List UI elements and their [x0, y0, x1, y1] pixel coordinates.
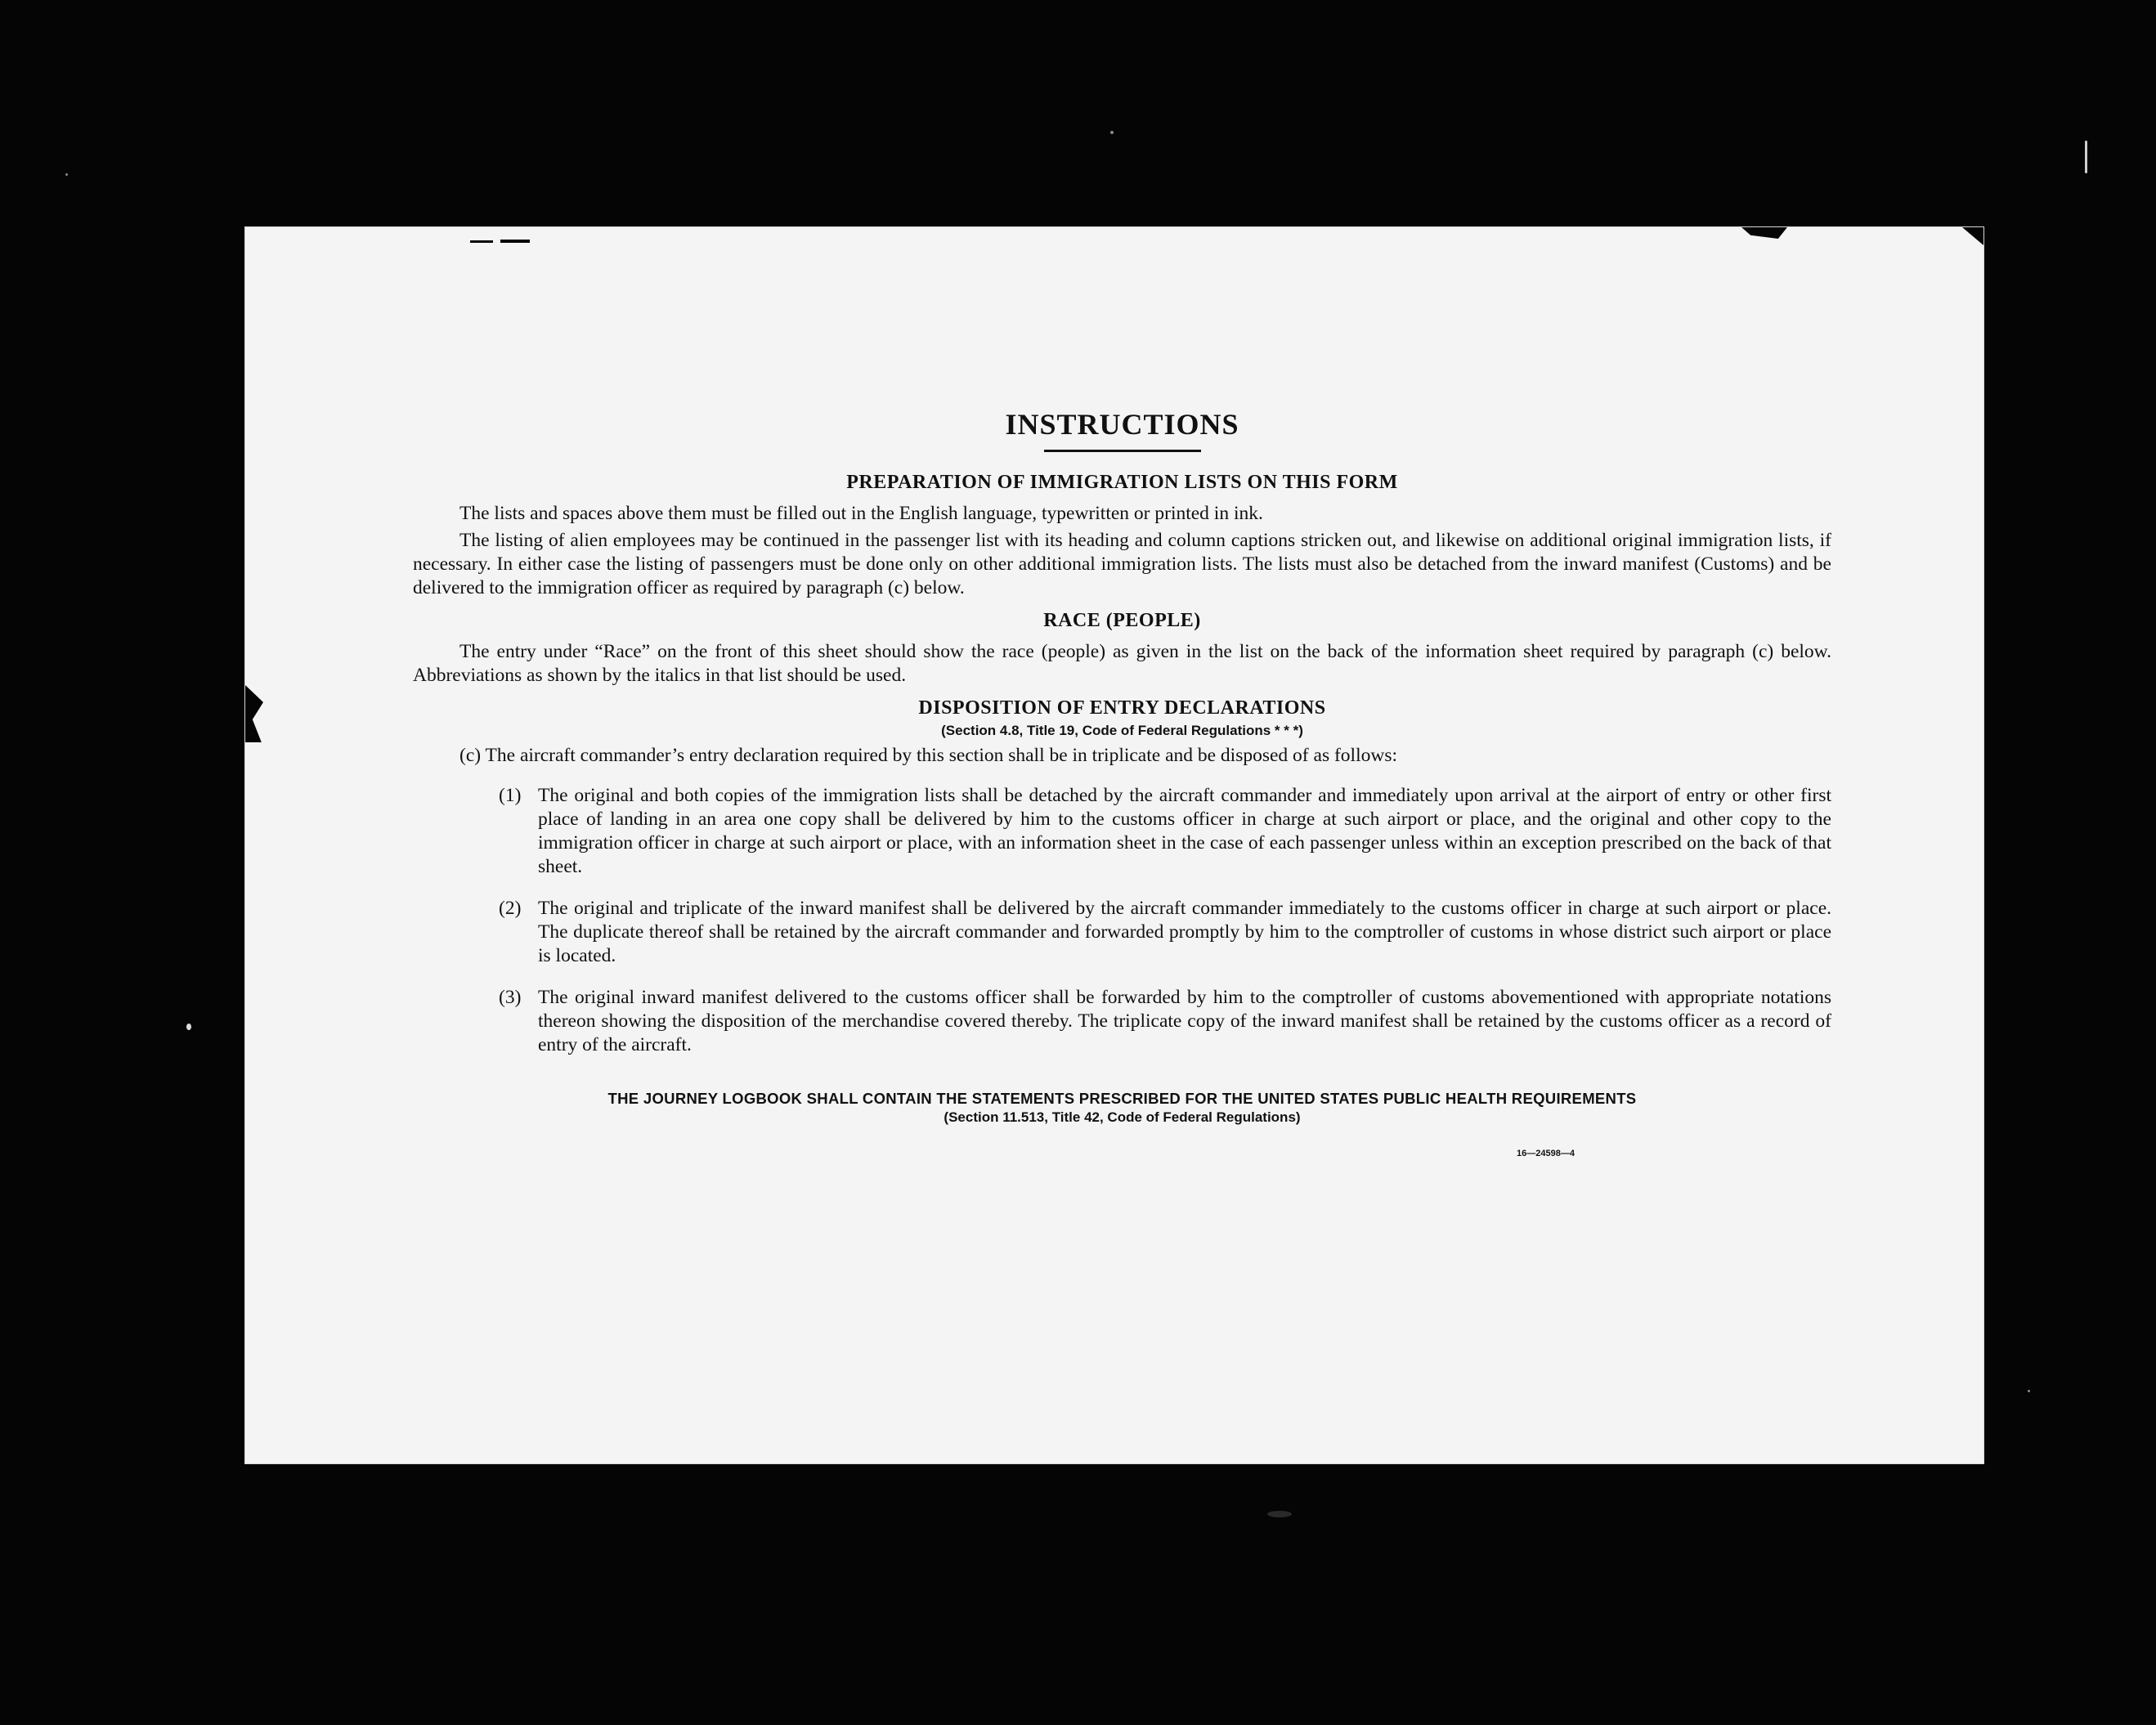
paragraph: The listing of alien employees may be continued in the passenger list with its heading and column captions stricken out, and likewise on additional original immigration lists, if necessary. In either case the listing of passengers must be done only on other additional immigration lists. The lists must also be detached from the inward manifest (Customs) and be delivered to the immigration officer as required by paragraph (c) below.	[413, 530, 1831, 598]
section-heading-disposition: DISPOSITION OF ENTRY DECLARATIONS	[918, 697, 1326, 719]
list-item	[413, 986, 1831, 1057]
dust-speck	[186, 1024, 191, 1030]
list-item-text: The original and triplicate of the inward manifest shall be delivered by the aircraft commander immediately to the customs officer in charge at such airport or place. The duplicate thereof shall be retained by the aircraft commander and forwarded promptly by him to the comptroller of customs in whose district such airport or place is located.	[538, 898, 1831, 966]
dust-speck	[1110, 131, 1114, 134]
document-page	[245, 227, 1983, 1463]
list-item-text: The original and both copies of the immigration lists shall be detached by the aircraft commander and immediately upon arrival at the airport of entry or other first place of landing in an area one copy shall be delivered by him to the customs officer in charge at such airport or place, and the original and other copy to the immigration officer in charge at such airport or place, with an information sheet in the case of each passenger unless within an exception prescribed on the back of that sheet.	[538, 785, 1831, 877]
footer-citation: (Section 11.513, Title 42, Code of Federal Regulations)	[944, 1109, 1301, 1125]
title-underline	[1044, 450, 1201, 452]
paragraph-lead: (c) The aircraft commander’s entry declaration required by this section shall be in triplicate and be disposed of as follows:	[459, 745, 1397, 766]
list-item-number: (2)	[499, 898, 522, 919]
page-tear	[245, 685, 263, 742]
list-item-text: The original inward manifest delivered to the customs officer shall be forwarded by him to the comptroller of customs abovementioned with appropriate notations thereon showing the disposition of the merchandise covered thereby. The triplicate copy of the inward manifest shall be retained by the customs officer as a record of entry of the aircraft.	[538, 987, 1831, 1055]
page-tear	[1741, 227, 1787, 239]
section-heading-preparation: PREPARATION OF IMMIGRATION LISTS ON THIS FORM	[846, 472, 1398, 493]
footer-statement: THE JOURNEY LOGBOOK SHALL CONTAIN THE STATEMENTS PRESCRIBED FOR THE UNITED STATES PUBLIC HEALTH REQUIREMENTS	[607, 1090, 1637, 1107]
dust-speck	[2085, 141, 2087, 173]
form-number: 16—24598—4	[1517, 1149, 1575, 1158]
dust-speck	[2028, 1390, 2030, 1392]
paragraph: The lists and spaces above them must be filled out in the English language, typewritten or printed in ink.	[459, 503, 1263, 524]
page-tear	[1962, 227, 1983, 245]
dust-speck	[1267, 1511, 1292, 1517]
list-item-number: (1)	[499, 785, 522, 806]
section-citation: (Section 4.8, Title 19, Code of Federal Regulations * * *)	[941, 723, 1303, 738]
list-item-number: (3)	[499, 987, 522, 1008]
list-item	[413, 784, 1831, 879]
list-item	[413, 897, 1831, 968]
paragraph: The entry under “Race” on the front of this sheet should show the race (people) as given in the list on the back of the information sheet required by paragraph (c) below. Abbreviations as shown by the italics in that list should be used.	[413, 641, 1831, 686]
page-tear	[470, 240, 493, 243]
section-heading-race: RACE (PEOPLE)	[1043, 610, 1201, 631]
dust-speck	[65, 173, 68, 176]
page-title: INSTRUCTIONS	[1005, 408, 1239, 441]
page-tear	[500, 240, 530, 243]
instructions-text	[413, 407, 1831, 1158]
